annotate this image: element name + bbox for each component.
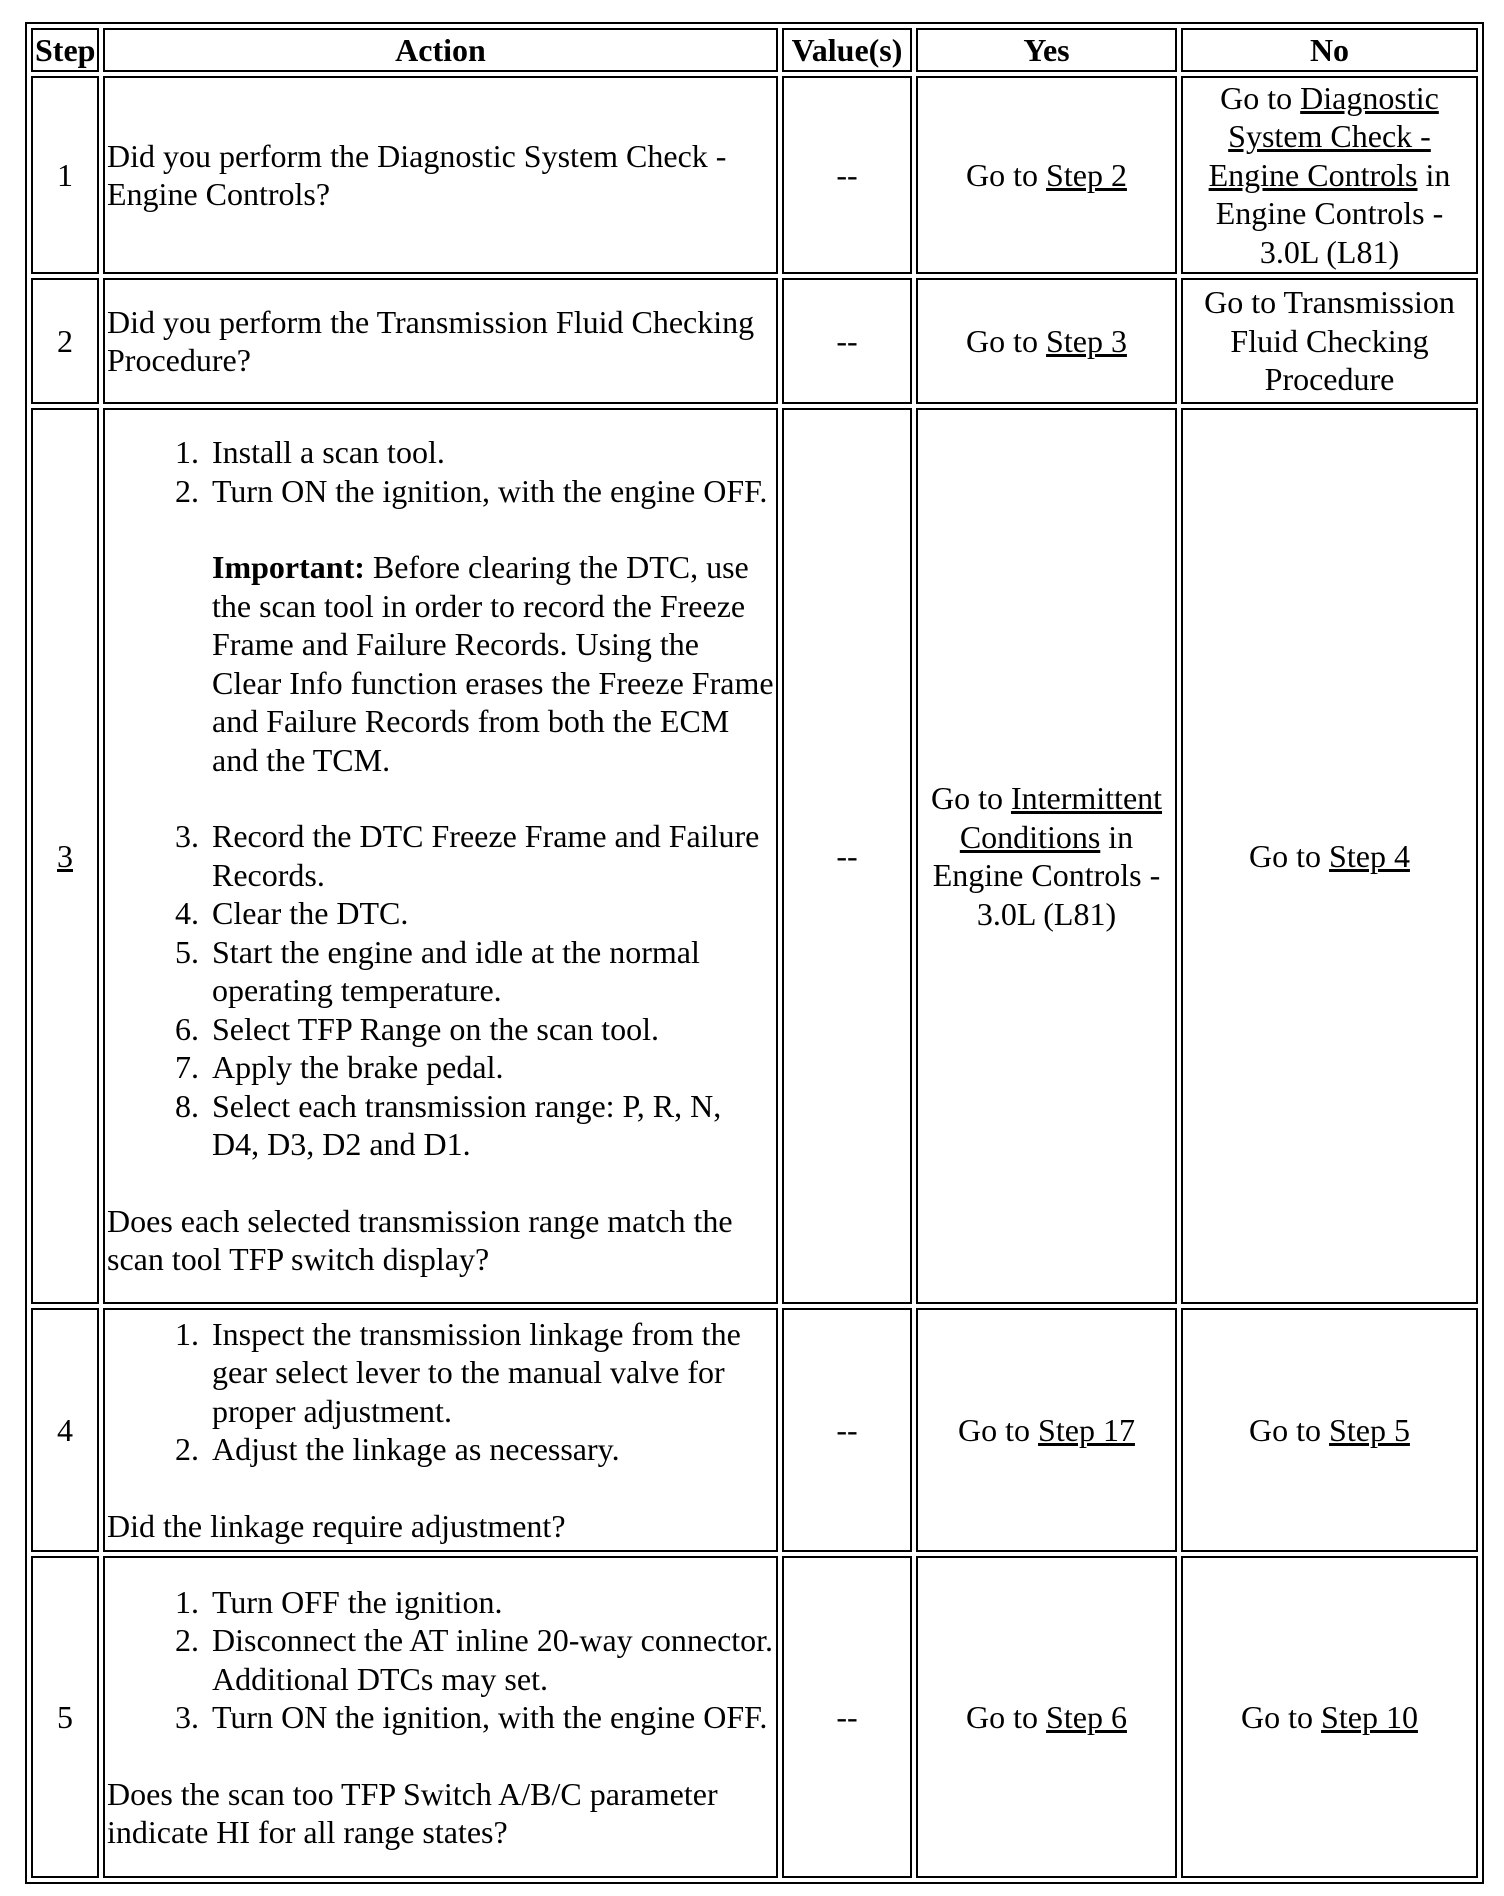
table-row-step-3	[31, 408, 1478, 1304]
list-item: 3. Record the DTC Freeze Frame and Failure Records.	[207, 817, 774, 894]
no-cell	[1181, 1556, 1478, 1878]
yes-cell	[916, 76, 1177, 274]
header-step: Step	[31, 28, 99, 72]
list-item: 2. Adjust the linkage as necessary.	[207, 1430, 774, 1469]
list-item	[207, 472, 774, 780]
link-step-10[interactable]: Step 10	[1321, 1698, 1418, 1735]
important-label: Important:	[212, 549, 365, 586]
list-item: 7. Apply the brake pedal.	[207, 1048, 774, 1087]
step-number: 4	[31, 1308, 99, 1552]
link-step-3[interactable]: Step 3	[1046, 322, 1127, 359]
link-step-17[interactable]: Step 17	[1038, 1411, 1135, 1448]
step-number: 2	[31, 278, 99, 404]
important-note	[212, 548, 774, 779]
list-item: 2. Disconnect the AT inline 20-way connector. Additional DTCs may set.	[207, 1621, 774, 1698]
list-item: 5. Start the engine and idle at the normal operating temperature.	[207, 933, 774, 1010]
action-question: Does the scan too TFP Switch A/B/C parameter indicate HI for all range states?	[107, 1775, 718, 1850]
action-cell	[103, 76, 778, 274]
yes-prefix: Go to	[966, 156, 1047, 193]
list-item: 8. Select each transmission range: P, R, N, D4, D3, D2 and D1.	[207, 1087, 774, 1164]
list-item: 6. Select TFP Range on the scan tool.	[207, 1010, 774, 1049]
no-suffix: in Engine Controls - 3.0L (L81)	[1215, 156, 1451, 270]
no-prefix: Go to	[1220, 79, 1301, 116]
no-prefix: Go to	[1249, 1411, 1330, 1448]
step-number: 5	[31, 1556, 99, 1878]
no-prefix: Go to	[1241, 1698, 1322, 1735]
table-row-step-1	[31, 76, 1478, 274]
action-question: Does each selected transmission range match the scan tool TFP switch display?	[107, 1202, 733, 1278]
value-cell: --	[782, 1308, 912, 1552]
table-row-step-4	[31, 1308, 1478, 1552]
link-step-3-anchor[interactable]: 3	[57, 837, 73, 874]
list-item: 1. Install a scan tool.	[207, 433, 774, 472]
list-item-text: Turn ON the ignition, with the engine OFF.	[212, 472, 768, 509]
step-number	[31, 408, 99, 1304]
yes-prefix: Go to	[930, 780, 1011, 816]
no-cell	[1181, 408, 1478, 1304]
yes-prefix: Go to	[966, 322, 1047, 359]
header-values: Value(s)	[782, 28, 912, 72]
link-step-5[interactable]: Step 5	[1329, 1411, 1410, 1448]
link-intermittent-conditions[interactable]: Intermittent Conditions	[959, 780, 1163, 855]
header-row	[31, 28, 1478, 72]
no-cell	[1181, 76, 1478, 274]
no-cell	[1181, 1308, 1478, 1552]
value-cell: --	[782, 1556, 912, 1878]
action-list-b	[107, 817, 774, 1164]
value-cell: --	[782, 408, 912, 1304]
action-list	[107, 1583, 774, 1737]
table-row-step-5	[31, 1556, 1478, 1878]
action-cell	[103, 1556, 778, 1878]
action-cell	[103, 1308, 778, 1552]
header-action: Action	[103, 28, 778, 72]
yes-prefix: Go to	[958, 1411, 1039, 1448]
table-row-step-2	[31, 278, 1478, 404]
diagnostic-table	[25, 22, 1484, 1884]
step-number: 1	[31, 76, 99, 274]
yes-prefix: Go to	[966, 1698, 1047, 1735]
list-item: 1. Inspect the transmission linkage from the gear select lever to the manual valve for proper adjustment.	[207, 1315, 774, 1431]
list-item: 1. Turn OFF the ignition.	[207, 1583, 774, 1622]
action-question: Did the linkage require adjustment?	[107, 1507, 566, 1544]
no-prefix: Go to	[1249, 837, 1330, 874]
list-item: 3. Turn ON the ignition, with the engine OFF.	[207, 1698, 774, 1737]
header-no: No	[1181, 28, 1478, 72]
yes-cell	[916, 408, 1177, 1304]
link-step-6[interactable]: Step 6	[1046, 1698, 1127, 1735]
action-text: Did you perform the Transmission Fluid Checking Procedure?	[107, 303, 755, 378]
yes-suffix: in Engine Controls - 3.0L (L81)	[932, 818, 1161, 932]
header-yes: Yes	[916, 28, 1177, 72]
action-text: Did you perform the Diagnostic System Check - Engine Controls?	[107, 137, 727, 212]
yes-cell	[916, 278, 1177, 404]
link-step-2[interactable]: Step 2	[1046, 156, 1127, 193]
important-text: Before clearing the DTC, use the scan tool in order to record the Freeze Frame and Failure Records. Using the Clear Info function erases the Freeze Frame and Failure Records from both the ECM and the TCM.	[212, 549, 774, 778]
yes-cell	[916, 1556, 1177, 1878]
value-cell: --	[782, 76, 912, 274]
list-item: 4. Clear the DTC.	[207, 894, 774, 933]
yes-cell	[916, 1308, 1177, 1552]
value-cell: --	[782, 278, 912, 404]
action-cell	[103, 408, 778, 1304]
no-cell: Go to Transmission Fluid Checking Procedure	[1181, 278, 1478, 404]
action-list	[107, 1315, 774, 1469]
action-list-a	[107, 433, 774, 779]
link-diagnostic-system-check[interactable]: Diagnostic System Check - Engine Controls	[1208, 79, 1439, 193]
action-cell	[103, 278, 778, 404]
link-step-4[interactable]: Step 4	[1329, 837, 1410, 874]
